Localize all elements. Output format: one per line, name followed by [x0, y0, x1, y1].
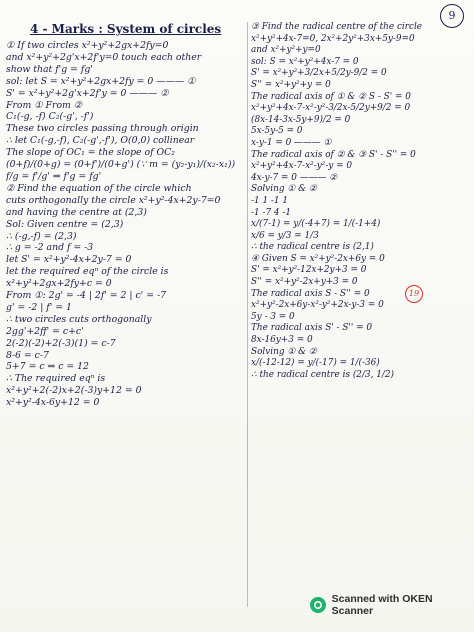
right-column-line: 8x-16y+3 = 0 [251, 335, 313, 346]
left-column [6, 22, 244, 409]
left-column-line: 2(-2)(-2)+2(-3)(1) = c-7 [6, 337, 116, 349]
left-column-line: From ① From ② [6, 99, 83, 111]
left-column-line: ∴ two circles cuts orthogonally [6, 313, 152, 325]
right-column-line: The radical axis of ① & ② S - S' = 0 [251, 91, 411, 102]
right-column-line: -1 -7 4 -1 [251, 207, 292, 218]
right-column-line: (8x-14-3x-5y+9)/2 = 0 [251, 114, 351, 125]
right-column-line: ③ Find the radical centre of the circle [251, 22, 423, 32]
left-lines [6, 40, 244, 409]
right-column-line: x²+y²+4x-7-x²-y²-y = 0 [251, 161, 353, 172]
left-column-line: let S' = x²+y²-4x+2y-7 = 0 [6, 254, 132, 266]
right-column-line: x²+y²+4x-7=0, 2x²+2y²+3x+5y-9=0 [251, 33, 415, 44]
right-column-line: x/6 = y/3 = 1/3 [251, 230, 319, 241]
oken-scanner-logo-icon [310, 597, 326, 613]
left-column-line: x²+y²+2(-2)x+2(-3)y+12 = 0 [6, 385, 142, 397]
left-column-line: ∴ (-g,-f) = (2,3) [6, 230, 77, 242]
right-column-line: 5y - 3 = 0 [251, 311, 295, 322]
right-column-line: S' = x²+y²+3/2x+5/2y-9/2 = 0 [251, 68, 387, 79]
right-column-line: x²+y²+4x-7-x²-y²-3/2x-5/2y+9/2 = 0 [251, 103, 411, 114]
scanner-footer [310, 594, 474, 616]
right-lines [251, 22, 470, 381]
scanner-footer-text: Scanned with OKEN Scanner [331, 593, 433, 617]
left-column-line: ∴ let C₁(-g,-f), C₂(-g',-f'), O(0,0) collinear [6, 135, 195, 147]
right-column-line: x/(7-1) = y/(-4+7) = 1/(-1+4) [251, 219, 381, 230]
left-column-line: and having the centre at (2,3) [6, 206, 147, 218]
left-column-line: let the required eqⁿ of the circle is [6, 266, 169, 278]
left-column-line: show that f'g = fg' [6, 63, 93, 75]
right-column-line: S' = x²+y²-12x+2y+3 = 0 [251, 265, 367, 276]
right-column-line: The radical axis of ② & ③ S' - S'' = 0 [251, 149, 416, 160]
left-column-line: (0+f)/(0+g) = (0+f')/(0+g') (∵ m = (y₂-y₁)/(x₂-x₁)) [6, 159, 236, 171]
left-column-line: ∴ g = -2 and f = -3 [6, 242, 94, 254]
page-number: 9 [440, 4, 464, 28]
left-column-line: f/g = f'/g' ⇒ f'g = fg' [6, 170, 102, 182]
right-column-line: 4x-y-7 = 0 ——— ② [251, 172, 338, 183]
right-column-line: x-y-1 = 0 ——— ① [251, 137, 332, 148]
left-column-line: S' = x²+y²+2g'x+2f'y = 0 ——— ② [6, 87, 169, 99]
left-column-line: x²+y²+2gx+2fy+c = 0 [6, 278, 112, 290]
right-column-line: ④ Given S = x²+y²-2x+6y = 0 [251, 253, 385, 264]
left-column-line: sol: let S = x²+y²+2gx+2fy = 0 ——— ① [6, 75, 196, 87]
left-column-line: x²+y²-4x-6y+12 = 0 [6, 397, 100, 409]
left-column-line: g' = -2 | f' = 1 [6, 301, 72, 313]
left-column-line: 2gg'+2ff' = c+c' [6, 325, 84, 337]
left-column-line: and x²+y²+2g'x+2f'y=0 touch each other [6, 51, 202, 63]
column-divider [247, 22, 248, 607]
left-column-line: 5+7 = c ⇒ c = 12 [6, 361, 89, 373]
left-column-line: C₁(-g, -f) C₂(-g', -f') [6, 111, 94, 123]
left-column-line: The slope of OC₁ = the slope of OC₂ [6, 147, 175, 159]
left-column-line: cuts orthogonally the circle x²+y²-4x+2y-7=0 [6, 194, 221, 206]
right-column-line: S'' = x²+y²+y = 0 [251, 79, 331, 90]
left-column-line: Sol: Given centre = (2,3) [6, 218, 124, 230]
right-column-line: The radical axis S' - S'' = 0 [251, 323, 373, 334]
right-column-line: ∴ the radical centre is (2,1) [251, 242, 374, 253]
right-column-line: x²+y²-2x+6y-x²-y²+2x-y-3 = 0 [251, 300, 384, 311]
page-heading: 4 - Marks : System of circles [30, 22, 222, 36]
right-column-line: Solving ① & ② [251, 184, 317, 195]
right-column-line: sol: S = x²+y²+4x-7 = 0 [251, 56, 359, 67]
left-column-line: These two circles passing through origin [6, 123, 199, 135]
left-column-line: ② Find the equation of the circle which [6, 182, 192, 194]
right-column-line: Solving ① & ② [251, 346, 317, 357]
right-column-line: -1 1 -1 1 [251, 195, 289, 206]
right-column-line: 5x-5y-5 = 0 [251, 126, 303, 137]
left-column-line: From ①: 2g' = -4 | 2f' = 2 | c' = -7 [6, 290, 166, 302]
right-column-line: The radical axis S - S'' = 0 [251, 288, 370, 299]
right-column-line: and x²+y²+y=0 [251, 45, 321, 56]
right-column-line: ∴ the radical centre is (2/3, 1/2) [251, 369, 394, 380]
left-column-line: ① If two circles x²+y²+2gx+2fy=0 [6, 40, 169, 51]
right-column-line: S'' = x²+y²-2x+y+3 = 0 [251, 277, 358, 288]
right-column [251, 22, 470, 381]
right-column-line: x/(-12-12) = y/(-17) = 1/(-36) [251, 358, 380, 369]
left-column-line: 8-6 = c-7 [6, 349, 49, 361]
red-mark: 19 [405, 285, 423, 303]
left-column-line: ∴ The required eqⁿ is [6, 373, 106, 385]
